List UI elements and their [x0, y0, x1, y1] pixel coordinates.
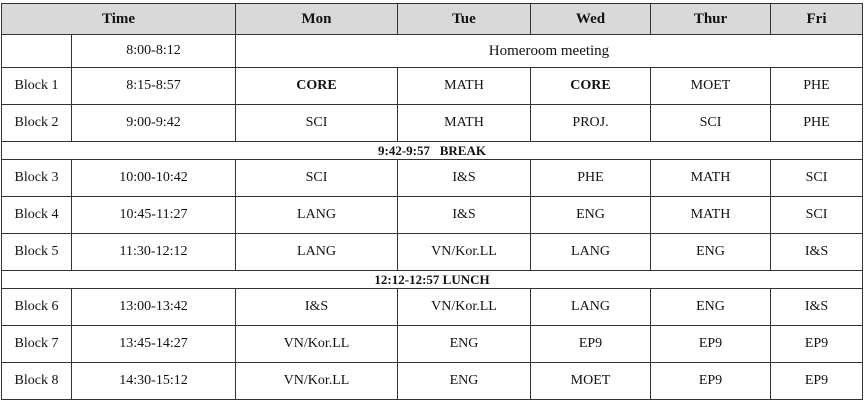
cell-fri: SCI — [771, 160, 863, 197]
cell-thur: EP9 — [651, 363, 771, 400]
homeroom-label-cell — [2, 35, 72, 68]
header-day-mon: Mon — [236, 4, 398, 35]
cell-mon: LANG — [236, 234, 398, 271]
block-label: Block 5 — [2, 234, 72, 271]
header-time: Time — [2, 4, 236, 35]
cell-thur: ENG — [651, 234, 771, 271]
header-row — [2, 4, 863, 35]
block-time: 11:30-12:12 — [72, 234, 236, 271]
block-label: Block 8 — [2, 363, 72, 400]
table-row — [2, 68, 863, 105]
block-label: Block 6 — [2, 289, 72, 326]
cell-wed: PROJ. — [531, 105, 651, 142]
block-time: 13:45-14:27 — [72, 326, 236, 363]
cell-tue: ENG — [398, 363, 531, 400]
header-day-tue: Tue — [398, 4, 531, 35]
cell-mon: VN/Kor.LL — [236, 363, 398, 400]
cell-thur: MOET — [651, 68, 771, 105]
block-label: Block 3 — [2, 160, 72, 197]
break-label: 9:42-9:57 BREAK — [2, 142, 863, 160]
block-label: Block 4 — [2, 197, 72, 234]
lunch-row — [2, 271, 863, 289]
cell-mon: SCI — [236, 105, 398, 142]
block-label: Block 7 — [2, 326, 72, 363]
break-row — [2, 142, 863, 160]
block-label: Block 2 — [2, 105, 72, 142]
homeroom-row — [2, 35, 863, 68]
header-day-wed: Wed — [531, 4, 651, 35]
cell-thur: MATH — [651, 160, 771, 197]
header-day-fri: Fri — [771, 4, 863, 35]
table-row — [2, 363, 863, 400]
lunch-label: 12:12-12:57 LUNCH — [2, 271, 863, 289]
cell-tue: I&S — [398, 160, 531, 197]
timetable — [1, 3, 863, 400]
cell-fri: EP9 — [771, 326, 863, 363]
cell-fri: EP9 — [771, 363, 863, 400]
cell-fri: I&S — [771, 234, 863, 271]
cell-tue: VN/Kor.LL — [398, 234, 531, 271]
cell-tue: MATH — [398, 105, 531, 142]
block-time: 14:30-15:12 — [72, 363, 236, 400]
cell-wed: EP9 — [531, 326, 651, 363]
cell-wed: LANG — [531, 234, 651, 271]
table-row — [2, 105, 863, 142]
header-day-thur: Thur — [651, 4, 771, 35]
cell-thur: ENG — [651, 289, 771, 326]
cell-wed: ENG — [531, 197, 651, 234]
table-row — [2, 197, 863, 234]
cell-fri: I&S — [771, 289, 863, 326]
cell-wed: PHE — [531, 160, 651, 197]
block-time: 10:00-10:42 — [72, 160, 236, 197]
block-label: Block 1 — [2, 68, 72, 105]
cell-fri: PHE — [771, 68, 863, 105]
cell-tue: VN/Kor.LL — [398, 289, 531, 326]
table-row — [2, 160, 863, 197]
block-time: 9:00-9:42 — [72, 105, 236, 142]
block-time: 10:45-11:27 — [72, 197, 236, 234]
cell-mon: CORE — [236, 68, 398, 105]
cell-fri: PHE — [771, 105, 863, 142]
table-row — [2, 289, 863, 326]
table-row — [2, 326, 863, 363]
cell-mon: LANG — [236, 197, 398, 234]
cell-wed: CORE — [531, 68, 651, 105]
cell-thur: MATH — [651, 197, 771, 234]
cell-tue: MATH — [398, 68, 531, 105]
block-time: 8:15-8:57 — [72, 68, 236, 105]
cell-tue: ENG — [398, 326, 531, 363]
cell-wed: MOET — [531, 363, 651, 400]
homeroom-time: 8:00-8:12 — [72, 35, 236, 68]
cell-mon: VN/Kor.LL — [236, 326, 398, 363]
cell-mon: I&S — [236, 289, 398, 326]
cell-mon: SCI — [236, 160, 398, 197]
cell-thur: SCI — [651, 105, 771, 142]
homeroom-label: Homeroom meeting — [236, 35, 863, 68]
cell-fri: SCI — [771, 197, 863, 234]
block-time: 13:00-13:42 — [72, 289, 236, 326]
cell-thur: EP9 — [651, 326, 771, 363]
table-row — [2, 234, 863, 271]
cell-wed: LANG — [531, 289, 651, 326]
cell-tue: I&S — [398, 197, 531, 234]
